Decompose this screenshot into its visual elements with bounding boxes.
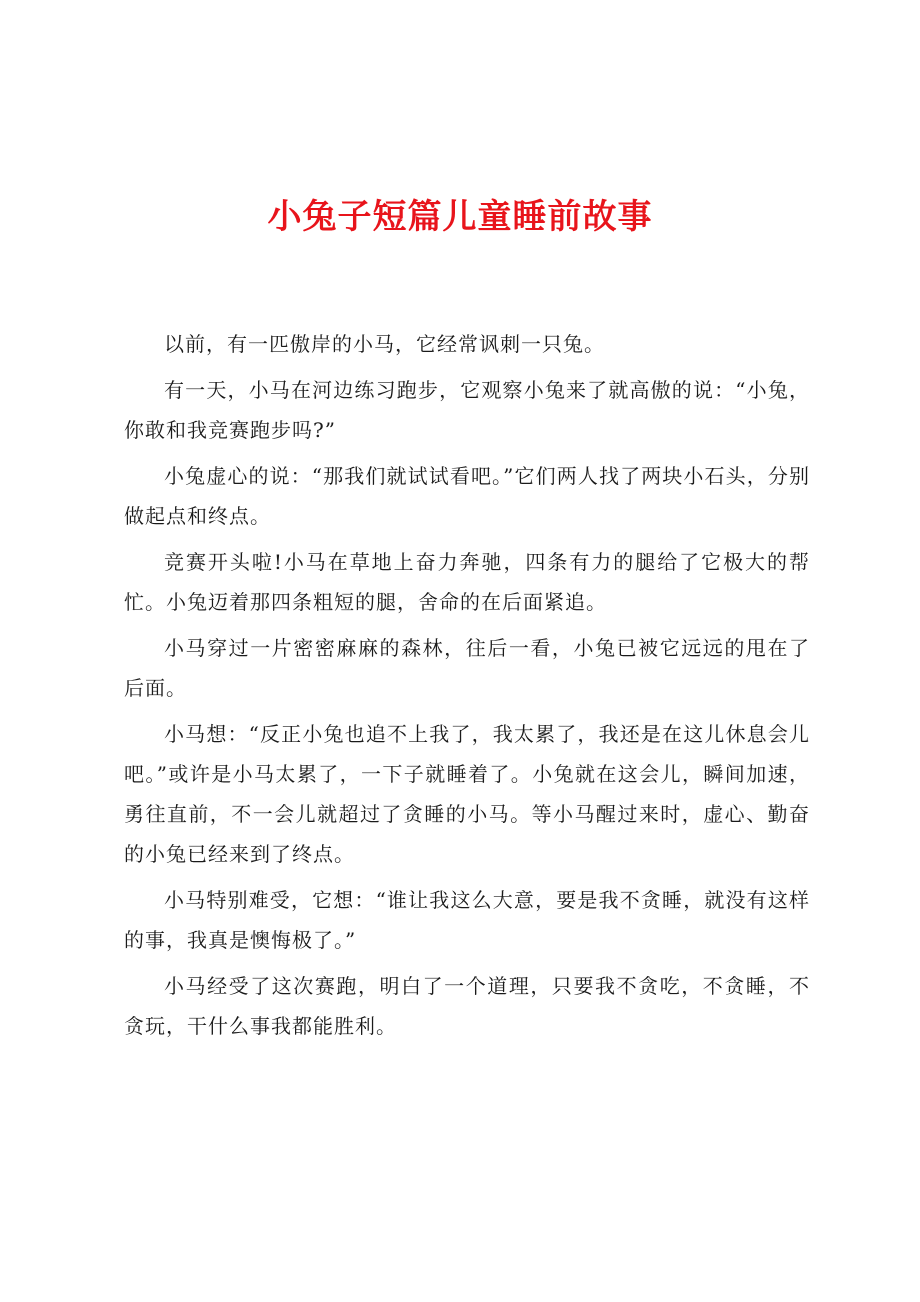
paragraph: 小马特别难受，它想：“谁让我这么大意，要是我不贪睡，就没有这样的事，我真是懊悔极了。” — [124, 888, 810, 952]
paragraph: 小马想：“反正小兔也追不上我了，我太累了，我还是在这儿休息会儿吧。”或许是小马太累了，一下子就睡着了。小兔就在这会儿，瞬间加速，勇往直前，不一会儿就超过了贪睡的小马。等小马醒过来时，虚心、勤奋的小兔已经来到了终点。 — [124, 722, 810, 866]
paragraph: 小马穿过一片密密麻麻的森林，往后一看，小兔已被它远远的甩在了后面。 — [124, 636, 810, 700]
paragraph: 有一天，小马在河边练习跑步，它观察小兔来了就高傲的说：“小兔，你敢和我竞赛跑步吗?” — [124, 378, 810, 442]
paragraph: 以前，有一匹傲岸的小马，它经常讽刺一只兔。 — [164, 332, 605, 356]
paragraph: 竞赛开头啦!小马在草地上奋力奔驰，四条有力的腿给了它极大的帮忙。小兔迈着那四条粗短的腿，舍命的在后面紧追。 — [124, 550, 810, 614]
paragraph: 小兔虚心的说：“那我们就试试看吧。”它们两人找了两块小石头，分别做起点和终点。 — [124, 464, 810, 528]
document-body — [124, 324, 810, 1052]
paragraph: 小马经受了这次赛跑，明白了一个道理，只要我不贪吃，不贪睡，不贪玩，干什么事我都能胜利。 — [124, 974, 810, 1038]
document-title: 小兔子短篇儿童睡前故事 — [267, 197, 653, 237]
